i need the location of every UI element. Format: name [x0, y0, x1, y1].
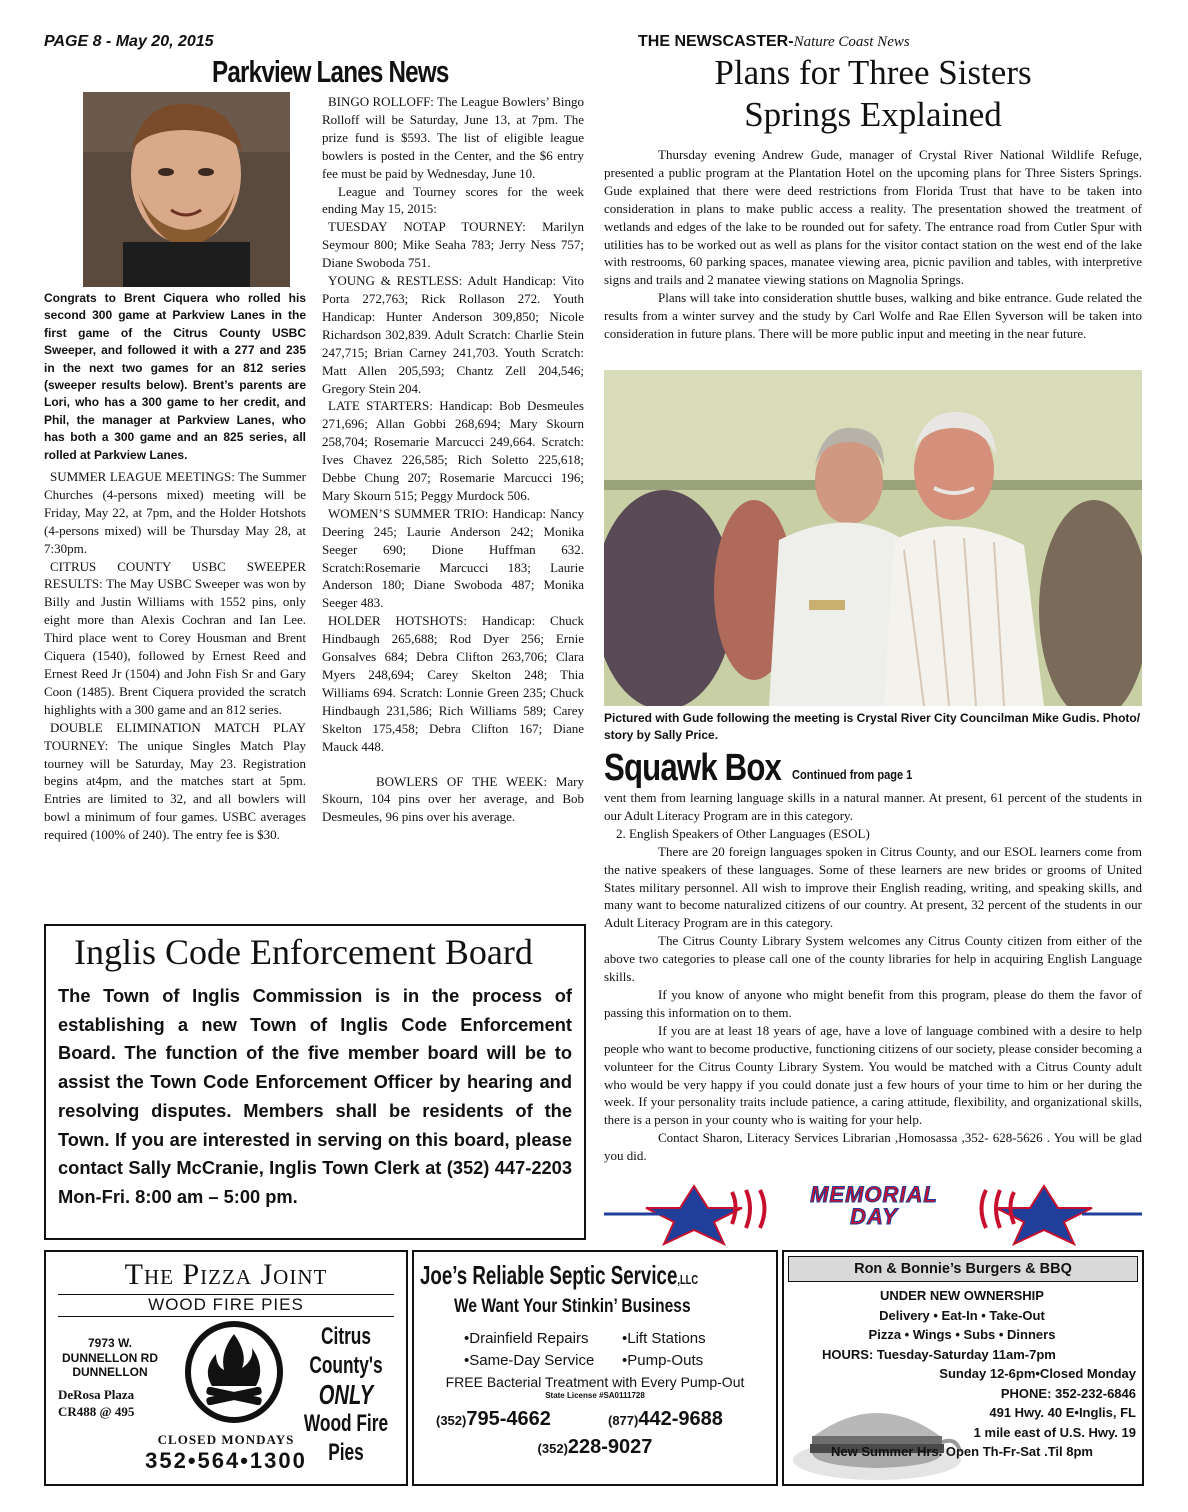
squawk-paragraph-4: The Citrus County Library System welcomes any Citrus County citizen from either of the above two categories to please call one of the county libraries for help in acquiring English Language skills.: [604, 933, 1142, 985]
springs-paragraph-1: Thursday evening Andrew Gude, manager of Crystal River National Wildlife Refuge, presented a public program at the Plantation Hotel on the upcoming plans for Three Sisters Springs. Gude explained that there were deed restrictions from Florida Trust that have to be taken into consideration in plans to make public access a reality. The presentation showed the treatment of wetlands and edges of the lake to be rounded out for safety. The entrance road from Cutler Spur with utilities has to be worked out as well as plans for the visitor contact station on the west end of the lake with restrooms, 60 parking spaces, manatee viewing area, picnic pavilion and tables, with interpretive signs and trails and 2 manatee viewing stations on Magnolia Springs.: [604, 147, 1142, 288]
springs-article: [604, 146, 1142, 343]
squawk-paragraph-2: 2. English Speakers of Other Languages (ESOL): [616, 825, 870, 841]
septic-llc: ,LLC: [677, 1272, 699, 1287]
septic-number-2: 442-9688: [638, 1408, 723, 1430]
sweeper-results-paragraph: CITRUS COUNTY USBC SWEEPER RESULTS: The May USBC Sweeper was won by Billy and Justin Williams with 1552 pins, only eight more than Alexis Cochran and Ian Lee. Third place went to Corey Housman and Brent Ciquera (1540), followed by Ernest Reed and Ernest Reed Jr (1504) and John Fish Sr and Gary Coon (1485). Brent Ciquera provided the scratch highlights with a 300 game and an 812 series.: [44, 558, 306, 717]
summer-meetings-paragraph: SUMMER LEAGUE MEETINGS: The Summer Churches (4-persons mixed) meeting will be Friday, May 22, at 7pm, and the Holder Hotshots (4-persons mixed) will be Thursday May 28, at 7:30pm.: [44, 469, 306, 556]
squawk-paragraph-7: Contact Sharon, Literacy Services Librarian ,Homosassa ,352- 628-5626 . You will be glad you did.: [604, 1130, 1142, 1164]
pizza-closed: CLOSED MONDAYS: [157, 1432, 295, 1447]
burgers-ownership: UNDER NEW OWNERSHIP: [880, 1288, 1044, 1303]
bingo-rolloff-paragraph: BINGO ROLLOFF: The League Bowlers’ Bingo Rolloff will be Saturday, June 13, at 7pm. The prize fund is $593. The list of eligible league bowlers is posted in the Center, and the $6 entry fee must be paid by Wednesday, June 10.: [322, 94, 584, 181]
scores-intro-paragraph: League and Tourney scores for the week ending May 15, 2015:: [322, 183, 584, 217]
septic-name-text: Joe’s Reliable Septic Service: [420, 1260, 678, 1290]
paper-name: THE NEWSCASTER-: [638, 33, 794, 50]
pizza-address-line-2: DUNNELLON RD: [62, 1350, 158, 1365]
septic-area-code-1: (352): [436, 1413, 467, 1428]
septic-name: [420, 1260, 698, 1291]
septic-services-row-2: [464, 1350, 778, 1372]
drainfield-repairs: •Drainfield Repairs: [464, 1330, 589, 1347]
pizza-joint-name: The Pizza Joint: [124, 1258, 328, 1291]
pump-outs: •Pump-Outs: [622, 1352, 704, 1369]
burgers-phone: PHONE: 352-232-6846: [1000, 1385, 1136, 1401]
same-day-service: •Same-Day Service: [464, 1352, 595, 1369]
womens-trio-paragraph: WOMEN’S SUMMER TRIO: Handicap: Nancy Deering 245; Laurie Anderson 242; Monika Seeger 690; Dione Huffman 632. Scratch:Rosemarie Marcucci 183; Laurie Anderson 180; Diane Swoboda 487; Monika Seeger 483.: [322, 505, 584, 611]
burgers-summer-hours: New Summer Hrs. Open Th-Fr-Sat .Til 8pm: [831, 1444, 1093, 1459]
squawk-paragraph-6: If you are at least 18 years of age, have a love of language combined with a desire to help people who want to become productive, functioning citizens of our society, please consider becoming a volunteer for the Citrus County Library System. You would be matched with a Citrus County adult who would be very happy if you could donate just a few hours of your time to him or her during the week. If your personality traits include patience, a caring attitude, flexibility, and organizational skills, there is a person in your county who is waiting for your help.: [604, 1022, 1142, 1128]
late-starters-paragraph: LATE STARTERS: Handicap: Bob Desmeules 271,696; Allan Gobbi 268,694; Mary Skourn 258,704; Rosemarie Marcucci 249,664. Scratch: Ives Chavez 226,585; Rich Soletto 225,618; Debbe Chung 207; Rosemarie Marcucci 196; Mary Skourn 515; Peggy Murdock 506.: [322, 398, 584, 503]
fire-logo-icon: [184, 1320, 284, 1424]
inglis-title: Inglis Code Enforcement Board: [74, 932, 533, 972]
memorial-word: MEMORIAL: [810, 1182, 938, 1207]
squawk-paragraph-3: There are 20 foreign languages spoken in Citrus County, and our ESOL learners come from the native speakers of these languages. Some of these learners are new brides or grooms of United States military personnel. All wish to improve their English reading, writing, and speaking skills, and many want to become naturalized citizens of our country. At present, 32 percent of the students in our Adult Literacy Program are in this category.: [604, 843, 1142, 931]
springs-title: [604, 52, 1142, 136]
squawk-article: [604, 789, 1142, 1165]
springs-title-line-2: Springs Explained: [744, 95, 1002, 134]
parkview-title: Parkview Lanes News: [212, 54, 449, 89]
squawk-paragraph-1: vent them from learning language skills in a natural manner. At present, 61 percent of the students in our Adult Literacy Program are in this category.: [604, 790, 1142, 823]
memorial-text: [754, 1184, 994, 1228]
septic-services-row-1: [464, 1328, 778, 1350]
septic-service-ad: [412, 1250, 778, 1486]
septic-area-code-2: (877): [608, 1413, 639, 1428]
match-play-paragraph: DOUBLE ELIMINATION MATCH PLAY TOURNEY: The unique Singles Match Play tourney will be Saturday, May 23. Registration begins at4pm, and the matches start at 5pm. Entries are limited to 32, and all bowlers will bowl a minimum of four games. USBC averages required (100% of 240). The entry fee is $30.: [44, 719, 306, 843]
memorial-day-banner: [604, 1184, 1142, 1246]
septic-area-code-3: (352): [537, 1441, 568, 1456]
pizza-phone: 352•564•1300: [145, 1448, 307, 1473]
burgers-address: 491 Hwy. 40 E•Inglis, FL: [989, 1405, 1136, 1420]
day-word: DAY: [850, 1204, 898, 1229]
burgers-sunday: Sunday 12-6pm•Closed Monday: [939, 1366, 1136, 1381]
parkview-column-1: [44, 468, 306, 844]
septic-free-offer: FREE Bacterial Treatment with Every Pump-Out: [445, 1374, 745, 1390]
inglis-body: The Town of Inglis Commission is in the process of establishing a new Town of Inglis Code Enforcement Board. The function of the five member board will be to assist the Town Code Enforcement Officer by hearing and resolving disputes. Members shall be residents of the Town. If you are interested in serving on this board, please contact Sally McCranie, Inglis Town Clerk at (352) 447-2203 Mon-Fri. 8:00 am – 5:00 pm.: [58, 985, 572, 1207]
gude-gudis-photo: [604, 370, 1142, 706]
parkview-column-2: [322, 93, 584, 826]
pizza-plaza-name: DeRosa Plaza: [58, 1387, 135, 1402]
pizza-claim-line-3: Wood Fire Pies: [303, 1410, 389, 1466]
bowler-photo: [83, 92, 290, 287]
squawk-box-title: Squawk Box: [604, 747, 782, 789]
gude-photo-caption: Pictured with Gude following the meeting is Crystal River City Councilman Mike Gudis. Photo/ story by Sally Price.: [604, 711, 1141, 742]
septic-phones-row: [436, 1408, 776, 1431]
septic-phone-3: [414, 1436, 776, 1459]
burgers-bbq-ad: [782, 1250, 1144, 1486]
pizza-address-line-1: 7973 W.: [87, 1336, 133, 1350]
holder-hotshots-paragraph: HOLDER HOTSHOTS: Handicap: Chuck Hindbaugh 265,688; Rod Dyer 256; Ernie Gonsalves 684; Debra Clifton 263,706; Clara Myers 248,694; Carey Skelton 248; Thia Williams 694. Scratch: Lonnie Green 235; Chuck Hindbaugh 231,586; Rich Williams 589; Carey Skelton 175,458; Debra Clifton 167; Diane Mauck 448.: [322, 613, 584, 754]
masthead: [638, 33, 910, 51]
notap-tourney-paragraph: TUESDAY NOTAP TOURNEY: Marilyn Seymour 800; Mike Seaha 783; Jerry Ness 757; Diane Swoboda 751.: [322, 219, 584, 271]
septic-license: State License #SA0111728: [545, 1391, 645, 1400]
squawk-continued: Continued from page 1: [792, 767, 913, 782]
springs-title-line-1: Plans for Three Sisters: [714, 53, 1032, 92]
septic-number-1: 795-4662: [466, 1408, 551, 1430]
pizza-tagline: WOOD FIRE PIES: [148, 1295, 304, 1314]
burgers-name-bar: Ron & Bonnie’s Burgers & BBQ: [788, 1256, 1138, 1282]
inglis-code-enforcement-box: [44, 924, 586, 1240]
pizza-road: CR488 @ 495: [58, 1404, 135, 1419]
bowlers-of-week-paragraph: BOWLERS OF THE WEEK: Mary Skourn, 104 pins over her average, and Bob Desmeules, 96 pins over his average.: [322, 773, 584, 825]
page-number-date: PAGE 8 - May 20, 2015: [44, 33, 214, 50]
bowler-photo-caption: Congrats to Brent Ciquera who rolled his second 300 game at Parkview Lanes in the first game of the Citrus County USBC Sweeper, and followed it with a 277 and 235 in the next two games for an 812 series (sweeper results below). Brent’s parents are Lori, who has a 300 game to her credit, and Phil, the manager at Parkview Lanes, who has both a 300 game and an 825 series, all rolled at Parkview Lanes.: [44, 291, 306, 462]
septic-tagline: We Want Your Stinkin’ Business: [454, 1296, 691, 1317]
burgers-hours: HOURS: Tuesday-Saturday 11am-7pm: [822, 1346, 1056, 1362]
burgers-services: Delivery • Eat-In • Take-Out: [879, 1307, 1045, 1323]
pizza-joint-ad: [44, 1250, 408, 1486]
lift-stations: •Lift Stations: [622, 1330, 706, 1347]
pizza-claim-line-2: ONLY: [318, 1379, 374, 1410]
burgers-menu: Pizza • Wings • Subs • Dinners: [868, 1327, 1056, 1342]
pizza-divider-bottom: [58, 1316, 394, 1317]
pizza-plaza: [58, 1386, 134, 1420]
burgers-info: [784, 1286, 1140, 1462]
septic-phone-1: [436, 1408, 608, 1431]
springs-paragraph-2: Plans will take into consideration shuttle buses, walking and bike entrance. Gude related the results from a winter survey and the study by Carl Wolfe and Rae Ellen Syverson will be taken into consideration in future plans. There will be more public input and meeting in the near future.: [604, 290, 1142, 342]
pizza-address: [50, 1336, 170, 1380]
young-restless-paragraph: YOUNG & RESTLESS: Adult Handicap: Vito Porta 272,763; Rick Rollason 272. Youth Handicap: Hunter Anderson 309,850; Nicole Richardson 302,839. Adult Scratch: Charlie Stein 247,715; Brian Carney 241,703. Youth Scratch: Matt Allen 205,593; Chantz Zell 204,546; Gregory Stein 204.: [322, 273, 584, 396]
septic-phone-2: [608, 1408, 723, 1430]
squawk-paragraph-5: If you know of anyone who might benefit from this program, please do them the favor of passing this information on to them.: [604, 986, 1142, 1020]
pizza-claim-line-1: Citrus County's: [309, 1323, 383, 1379]
septic-services: [464, 1328, 778, 1372]
paper-subtitle: Nature Coast News: [793, 34, 910, 50]
burgers-location: 1 mile east of U.S. Hwy. 19: [973, 1424, 1136, 1440]
septic-number-3: 228-9027: [567, 1436, 653, 1458]
pizza-address-line-3: DUNNELLON: [72, 1365, 148, 1379]
